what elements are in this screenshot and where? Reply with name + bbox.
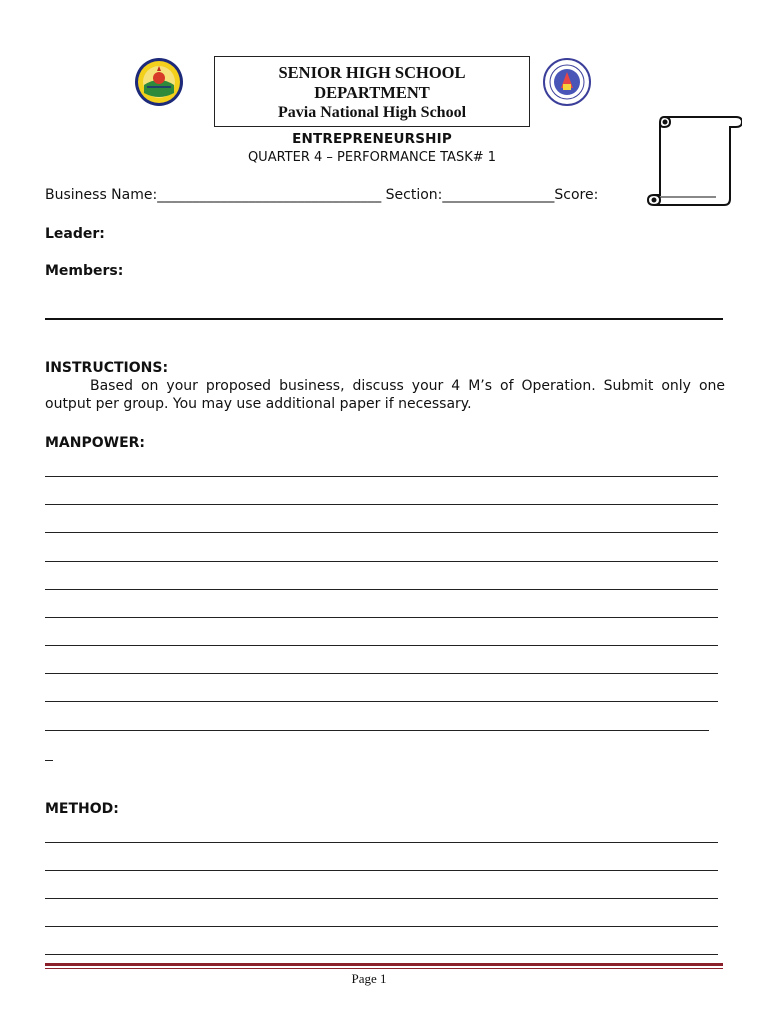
quarter-task-label: QUARTER 4 – PERFORMANCE TASK# 1 <box>247 150 497 165</box>
school-seal-icon <box>133 57 185 107</box>
department-line-1: SENIOR HIGH SCHOOL <box>278 63 466 82</box>
manpower-answer-line <box>45 532 718 533</box>
manpower-answer-line <box>45 589 718 590</box>
department-line-2: DEPARTMENT <box>314 83 430 102</box>
subject-title: ENTREPRENEURSHIP <box>292 131 452 147</box>
business-info-line: Business Name:________________________________ Section:________________Score: <box>45 187 599 203</box>
manpower-answer-line <box>45 701 718 702</box>
manpower-answer-line <box>45 617 718 618</box>
instructions-title: INSTRUCTIONS: <box>45 360 169 376</box>
page-number: Page 1 <box>351 971 387 986</box>
manpower-answer-line <box>45 730 709 731</box>
manpower-answer-line-stub <box>45 760 53 761</box>
method-heading: METHOD: <box>45 801 119 817</box>
manpower-answer-line <box>45 561 718 562</box>
manpower-answer-line <box>45 504 718 505</box>
method-answer-line <box>45 898 718 899</box>
manpower-answer-line <box>45 645 718 646</box>
method-answer-line <box>45 954 718 955</box>
deped-seal-icon <box>543 58 591 106</box>
school-name: Pavia National High School <box>277 104 467 121</box>
method-answer-line <box>45 870 718 871</box>
department-header-box <box>214 56 530 127</box>
instructions-body: Based on your proposed business, discuss your 4 M’s of Operation. Submit only one output per group. You may use additional paper if necessary. <box>45 378 725 412</box>
footer-rule-thin <box>45 968 723 969</box>
manpower-answer-line <box>45 476 718 477</box>
manpower-answer-line <box>45 673 718 674</box>
members-label: Members: <box>45 263 124 279</box>
method-answer-line <box>45 926 718 927</box>
manpower-heading: MANPOWER: <box>45 435 146 451</box>
footer-rule <box>45 963 723 966</box>
divider-rule <box>45 318 723 320</box>
leader-label: Leader: <box>45 226 105 242</box>
method-answer-line <box>45 842 718 843</box>
